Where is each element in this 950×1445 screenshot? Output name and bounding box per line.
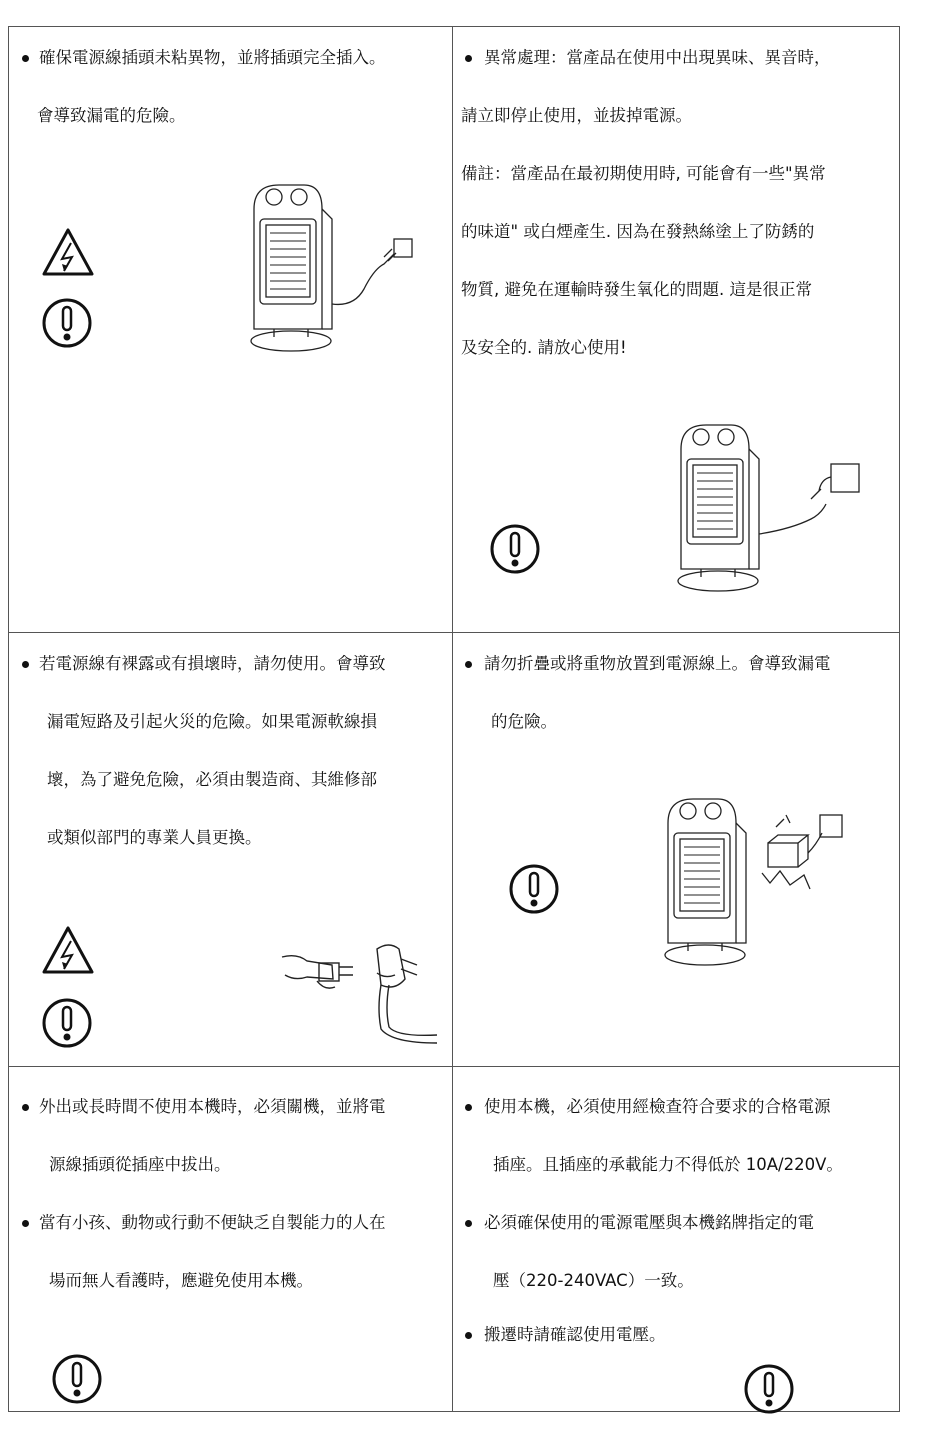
note-line-2: 的味道" 或白煙產生. 因為在發熱絲塗上了防銹的	[461, 222, 815, 241]
bullet	[465, 1220, 472, 1227]
bullet	[22, 55, 29, 62]
cell2-line-2: 請立即停止使用，並拔掉電源。	[461, 106, 692, 125]
cell3-line-4: 或類似部門的專業人員更換。	[47, 828, 262, 847]
caution-exclamation-icon	[51, 1353, 103, 1405]
bullet	[465, 661, 472, 668]
cell-unplug-when-unused	[9, 1067, 452, 1413]
bullet	[22, 661, 29, 668]
cell-abnormal-handling	[453, 27, 901, 632]
cell-plug-insertion	[9, 27, 452, 632]
cell4-line-2: 的危險。	[491, 712, 557, 731]
note-line-1: 備註：當產品在最初期使用時, 可能會有一些"異常	[461, 164, 826, 183]
bullet	[465, 1332, 472, 1339]
cell5-item2-line-1: 當有小孩、動物或行動不便缺乏自製能力的人在	[39, 1213, 386, 1232]
heater-with-plug-illustration	[244, 179, 424, 359]
cell3-line-3: 壞，為了避免危險，必須由製造商、其維修部	[47, 770, 377, 789]
note-line-3: 物質, 避免在運輸時發生氧化的問題. 這是很正常	[461, 280, 812, 299]
caution-exclamation-icon	[41, 297, 93, 349]
damaged-plug-illustration	[277, 939, 447, 1049]
cell5-item1-line-1: 外出或長時間不使用本機時，必須關機，並將電	[39, 1097, 386, 1116]
bullet	[465, 55, 472, 62]
cell6-item3-line-1: 搬遷時請確認使用電壓。	[484, 1325, 666, 1344]
caution-exclamation-icon	[743, 1363, 795, 1415]
cell5-item1-line-2: 源線插頭從插座中拔出。	[49, 1155, 231, 1174]
cell5-item2-line-2: 場而無人看護時，應避免使用本機。	[49, 1271, 313, 1290]
bullet	[22, 1220, 29, 1227]
heater-unplug-illustration	[671, 419, 871, 599]
cell6-item2-line-1: 必須確保使用的電源電壓與本機銘牌指定的電	[484, 1213, 814, 1232]
cell6-item2-line-2: 壓（220-240VAC）一致。	[493, 1271, 694, 1290]
cell-do-not-fold-cord	[453, 633, 901, 1066]
cell-power-requirements	[453, 1067, 901, 1413]
caution-exclamation-icon	[41, 997, 93, 1049]
safety-table	[8, 26, 900, 1412]
cell-damaged-cord	[9, 633, 452, 1066]
bullet	[22, 1104, 29, 1111]
note-line-4: 及安全的. 請放心使用!	[461, 338, 627, 357]
cell1-line-2: 會導致漏電的危險。	[37, 106, 186, 125]
cell3-line-1: 若電源線有裸露或有損壞時，請勿使用。會導致	[39, 654, 386, 673]
cell4-line-1: 請勿折疊或將重物放置到電源線上。會導致漏電	[484, 654, 831, 673]
caution-exclamation-icon	[489, 523, 541, 575]
cell3-line-2: 漏電短路及引起火災的危險。如果電源軟線損	[47, 712, 377, 731]
cell6-item1-line-1: 使用本機，必須使用經檢查符合要求的合格電源	[484, 1097, 831, 1116]
cell6-item1-line-2: 插座。且插座的承載能力不得低於 10A/220V。	[493, 1155, 843, 1174]
electric-shock-warning-icon	[41, 227, 95, 277]
electric-shock-warning-icon	[41, 925, 95, 975]
caution-exclamation-icon	[508, 863, 560, 915]
bullet	[465, 1104, 472, 1111]
cell1-line-1: 確保電源線插頭未粘異物，並將插頭完全插入。	[39, 48, 386, 67]
heater-heavy-object-illustration	[658, 793, 858, 973]
cell2-line-1: 異常處理：當產品在使用中出現異味、異音時，	[484, 48, 831, 67]
